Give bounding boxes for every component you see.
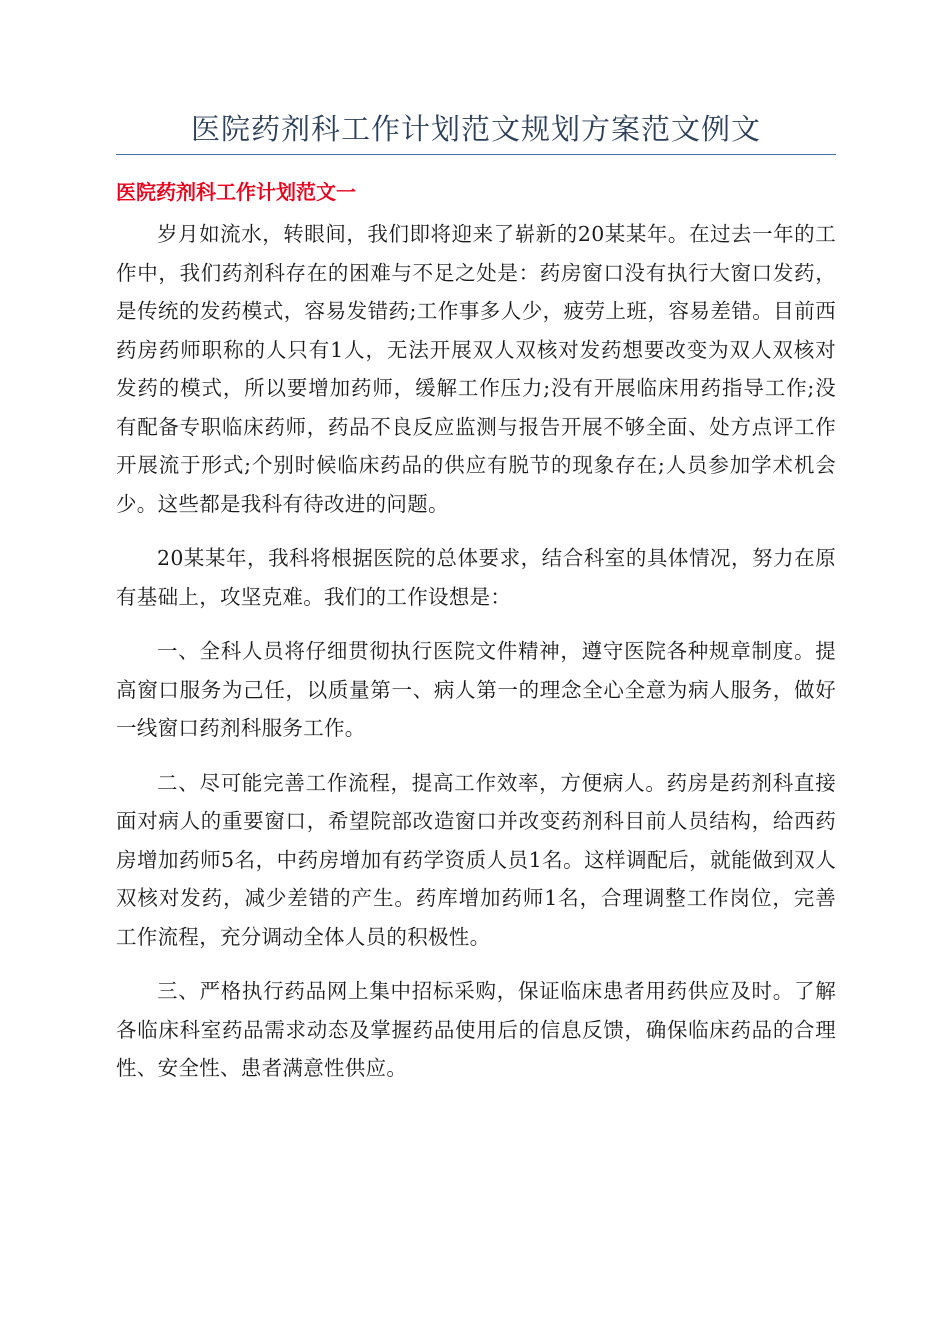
paragraph-item-three: 三、严格执行药品网上集中招标采购，保证临床患者用药供应及时。了解各临床科室药品需求动态及掌握药品使用后的信息反馈，确保临床药品的合理性、安全性、患者满意性供应。 — [116, 979, 836, 1080]
paragraph-item-two: 二、尽可能完善工作流程，提高工作效率，方便病人。药房是药剂科直接面对病人的重要窗口，希望院部改造窗口并改变药剂科目前人员结构，给西药房增加药师5名，中药房增加有药学资质人员1名。这样调配后，就能做到双人双核对发药，减少差错的产生。药库增加药师1名，合理调整工作岗位，完善工作流程，充分调动全体人员的积极性。 — [116, 770, 836, 949]
section-heading: 医院药剂科工作计划范文一 — [116, 180, 356, 204]
title-underline — [116, 154, 836, 155]
paragraph-intro: 岁月如流水，转眼间，我们即将迎来了崭新的20某某年。在过去一年的工作中，我们药剂科存在的困难与不足之处是：药房窗口没有执行大窗口发药，是传统的发药模式，容易发错药;工作事多人少，疲劳上班，容易差错。目前西药房药师职称的人只有1人，无法开展双人双核对发药想要改变为双人双核对发药的模式，所以要增加药师，缓解工作压力;没有开展临床用药指导工作;没有配备专职临床药师，药品不良反应监测与报告开展不够全面、处方点评工作开展流于形式;个别时候临床药品的供应有脱节的现象存在;人员参加学术机会少。这些都是我科有待改进的问题。 — [116, 222, 836, 516]
paragraph-item-one: 一、全科人员将仔细贯彻执行医院文件精神，遵守医院各种规章制度。提高窗口服务为己任，以质量第一、病人第一的理念全心全意为病人服务，做好一线窗口药剂科服务工作。 — [116, 639, 836, 740]
paragraph-plan-overview: 20某某年，我科将根据医院的总体要求，结合科室的具体情况，努力在原有基础上，攻坚克难。我们的工作设想是： — [116, 546, 836, 609]
document-page — [116, 108, 836, 1088]
document-title: 医院药剂科工作计划范文规划方案范文例文 — [190, 112, 761, 146]
